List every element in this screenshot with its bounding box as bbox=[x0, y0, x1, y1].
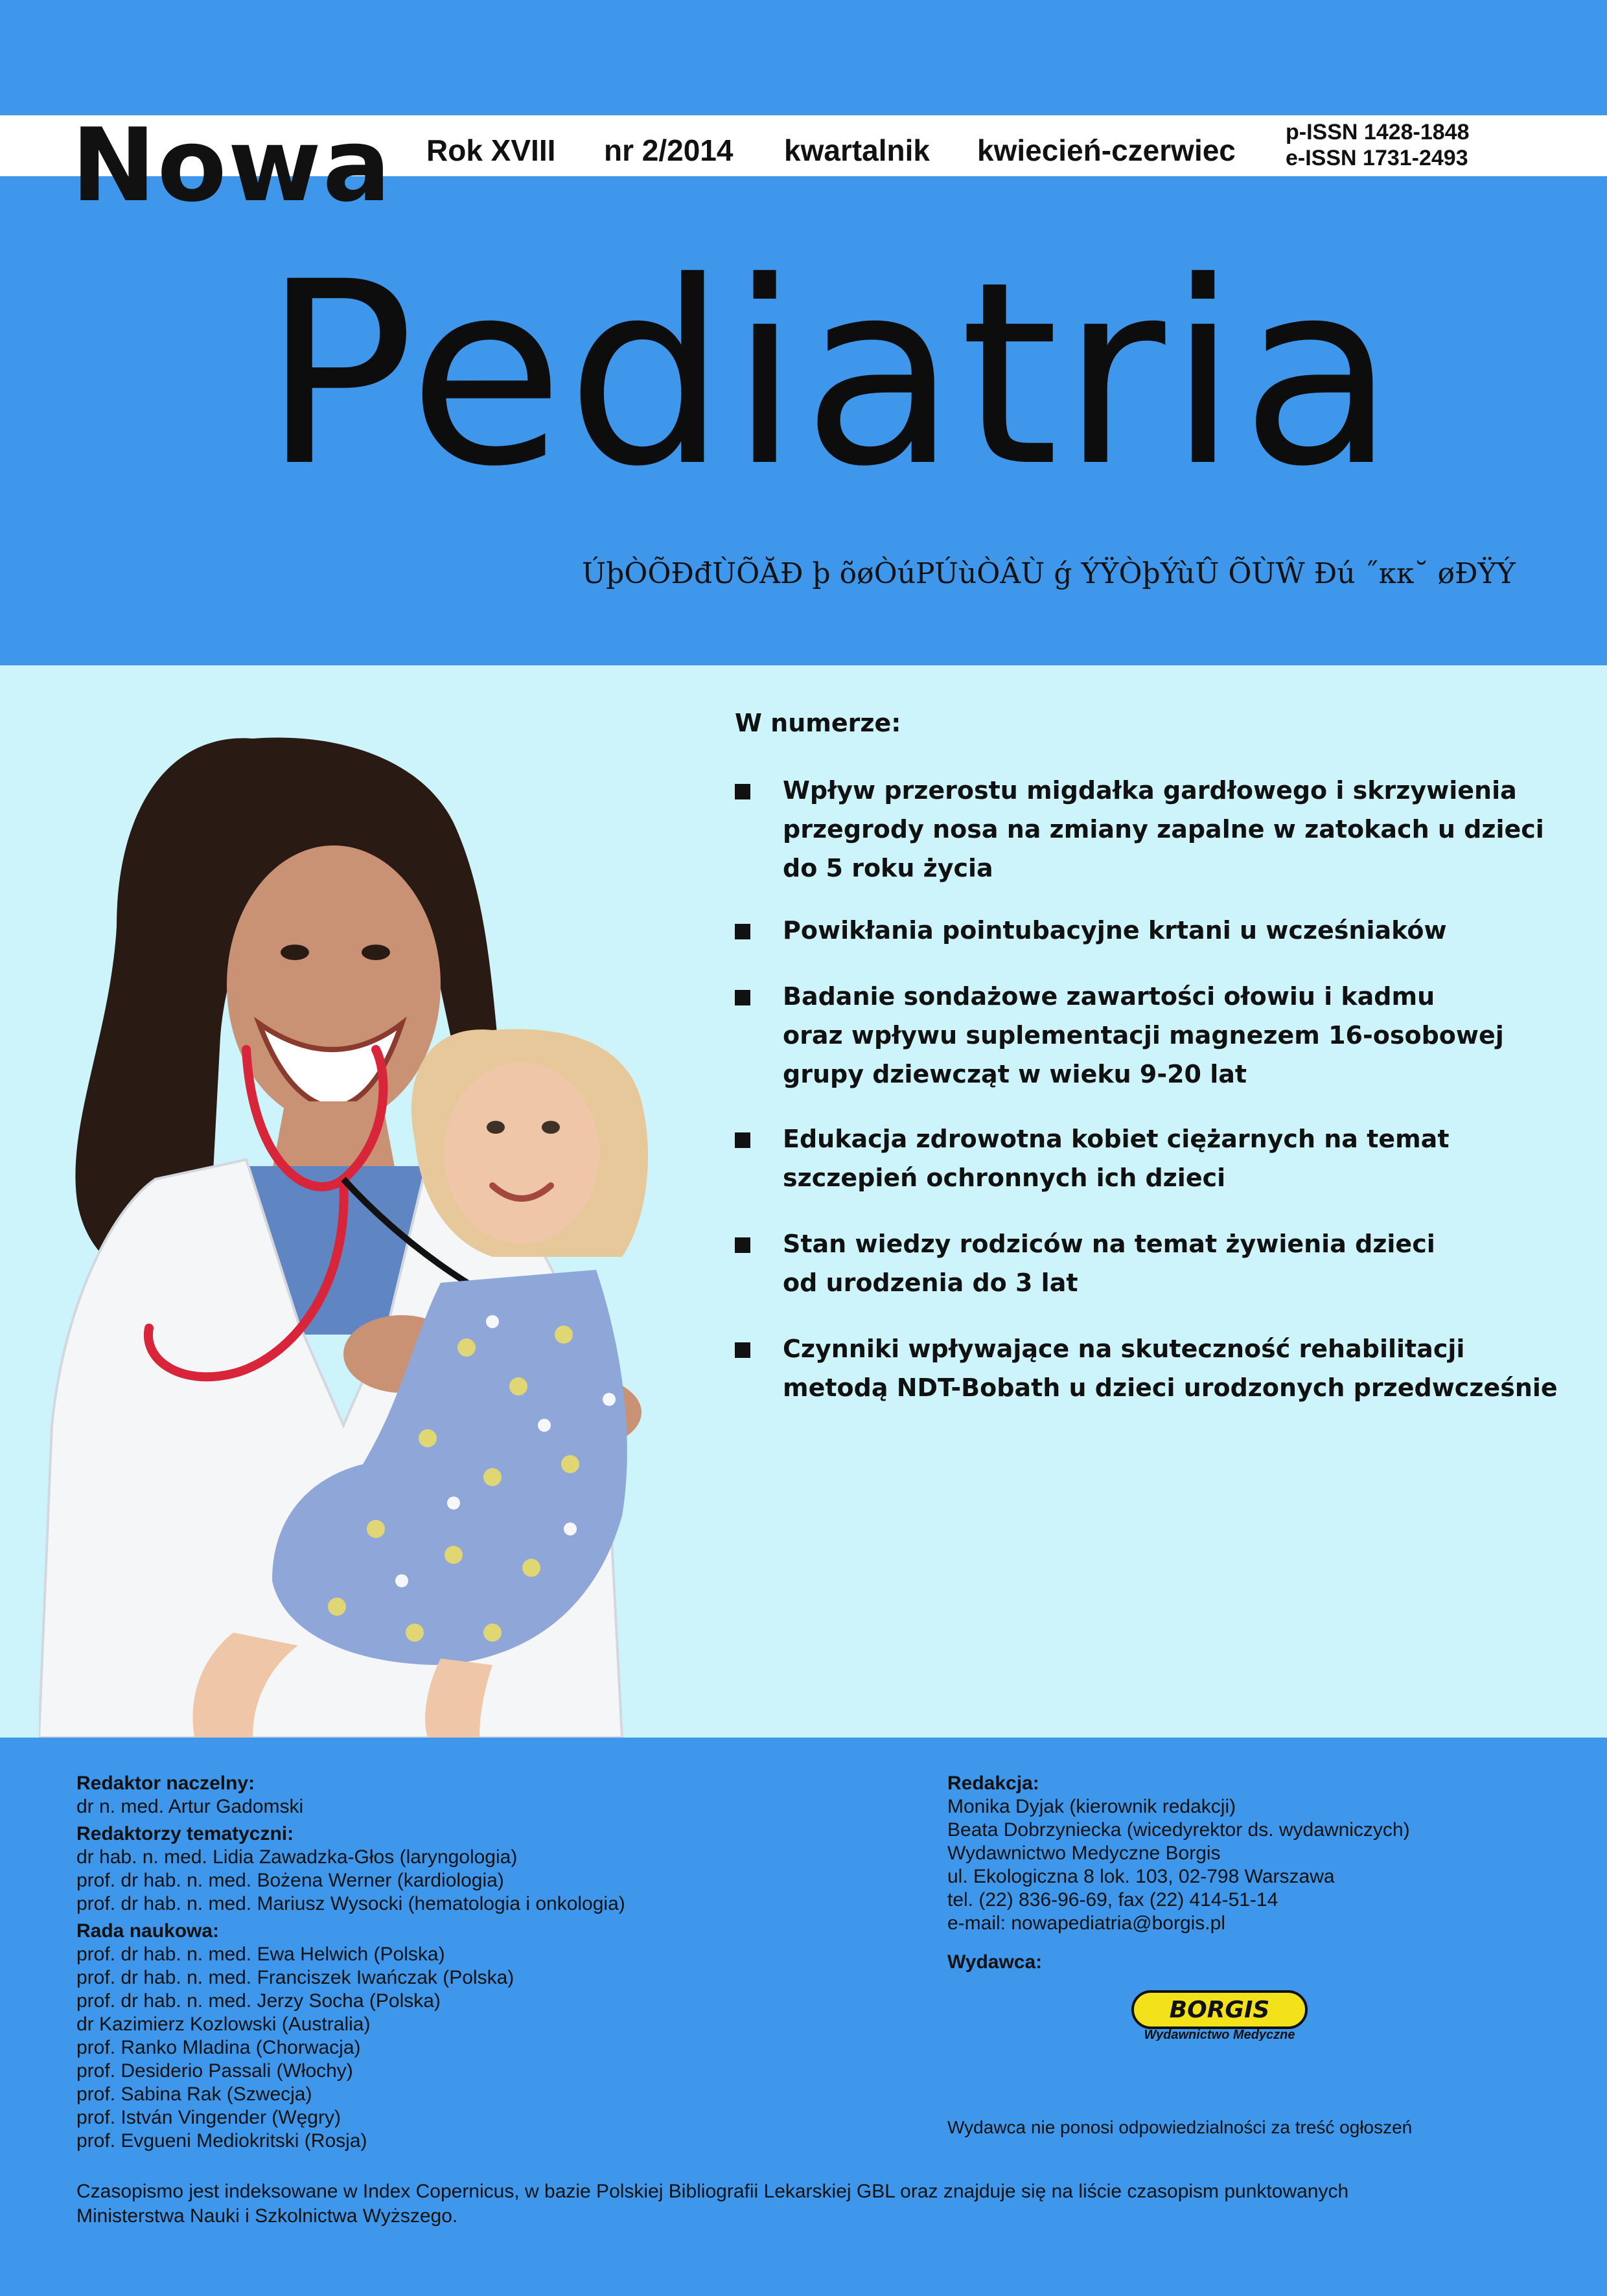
toc-item-text: Czynniki wpływające na skuteczność rehabilitacji metodą NDT-Bobath u dzieci urodzonych przedwcześnie bbox=[783, 1335, 1558, 1402]
masthead-prefix: Nowa bbox=[71, 106, 393, 224]
toc-item-text: Wpływ przerostu migdałka gardłowego i skrzywienia przegrody nosa na zmiany zapalne w zatokach u dzieci do 5 roku życia bbox=[783, 776, 1544, 882]
doctor-child-photo bbox=[39, 713, 765, 1738]
indexing-note: Czasopismo jest indeksowane w Index Copernicus, w bazie Polskiej Bibliografii Lekarskiej GBL oraz znajduje się na liście czasopism punktowanych Ministerstwa Nauki i Szkolnictwa Wyższego. bbox=[76, 2181, 1349, 2227]
toc-item bbox=[735, 771, 1577, 888]
office-line: ul. Ekologiczna 8 lok. 103, 02-798 Warszawa bbox=[947, 1866, 1335, 1887]
toc-item bbox=[735, 911, 1577, 950]
child-face bbox=[444, 1062, 599, 1244]
council-heading: Rada naukowa: bbox=[76, 1920, 220, 1942]
council-member: prof. dr hab. n. med. Jerzy Socha (Polska) bbox=[76, 1990, 441, 2012]
office-email: e-mail: nowapediatria@borgis.pl bbox=[947, 1912, 1225, 1934]
office-line: Monika Dyjak (kierownik redakcji) bbox=[947, 1796, 1236, 1817]
publisher-heading: Wydawca: bbox=[947, 1951, 1043, 1973]
toc-item-text: Powikłania pointubacyjne krtani u wcześniaków bbox=[783, 916, 1447, 945]
issue-frequency: kwartalnik bbox=[784, 133, 930, 167]
bullet-icon bbox=[735, 1237, 750, 1253]
issn-block bbox=[1286, 119, 1470, 171]
toc-item-text: Badanie sondażowe zawartości ołowiu i kadmu oraz wpływu suplementacji magnezem 16-osobowej grupy dziewcząt w wieku 9-20 lat bbox=[783, 982, 1504, 1088]
bullet-icon bbox=[735, 784, 750, 799]
office-line: Beata Dobrzyniecka (wicedyrektor ds. wydawniczych) bbox=[947, 1819, 1410, 1841]
toc-heading: W numerze: bbox=[735, 709, 901, 737]
editorial-left bbox=[76, 1772, 625, 2153]
logo-text: BORGIS bbox=[1169, 1997, 1270, 2023]
thematic-heading: Redaktorzy tematyczni: bbox=[76, 1823, 294, 1844]
logo-subtext: Wydawnictwo Medyczne bbox=[1144, 2028, 1295, 2041]
editorial-right bbox=[947, 1772, 1410, 1974]
publisher-disclaimer: Wydawca nie ponosi odpowiedzialności za treść ogłoszeń bbox=[947, 2117, 1413, 2137]
bullet-icon bbox=[735, 1342, 750, 1358]
issue-period: kwiecień-czerwiec bbox=[977, 133, 1236, 167]
e-issn: e-ISSN 1731-2493 bbox=[1286, 146, 1468, 170]
council-member: prof. dr hab. n. med. Ewa Helwich (Polska) bbox=[76, 1944, 445, 1965]
issue-number: nr 2/2014 bbox=[604, 133, 734, 167]
council-member: prof. Evgueni Mediokritski (Rosja) bbox=[76, 2130, 367, 2152]
office-line: Wydawnictwo Medyczne Borgis bbox=[947, 1843, 1221, 1864]
council-member: prof. dr hab. n. med. Franciszek Iwańczak (Polska) bbox=[76, 1967, 514, 1988]
thematic-editor: prof. dr hab. n. med. Mariusz Wysocki (hematologia i onkologia) bbox=[76, 1893, 625, 1914]
toc-item-text: Edukacja zdrowotna kobiet ciężarnych na temat szczepień ochronnych ich dzieci bbox=[783, 1125, 1450, 1192]
council-member: prof. Ranko Mladina (Chorwacja) bbox=[76, 2037, 361, 2058]
council-member: prof. Sabina Rak (Szwecja) bbox=[76, 2084, 312, 2105]
toc-item-text: Stan wiedzy rodziców na temat żywienia dzieci od urodzenia do 3 lat bbox=[783, 1230, 1435, 1297]
bullet-icon bbox=[735, 990, 750, 1005]
office-line: tel. (22) 836-96-69, fax (22) 414-51-14 bbox=[947, 1889, 1278, 1911]
borgis-logo bbox=[1131, 1990, 1308, 2041]
chief-heading: Redaktor naczelny: bbox=[76, 1773, 255, 1794]
council-member: dr Kazimierz Kozlowski (Australia) bbox=[76, 2014, 371, 2035]
bullet-icon bbox=[735, 1132, 750, 1148]
bullet-icon bbox=[735, 924, 750, 939]
issue-year: Rok XVIII bbox=[426, 133, 556, 167]
toc-item bbox=[735, 1119, 1577, 1197]
toc-item bbox=[735, 1329, 1577, 1407]
p-issn: p-ISSN 1428-1848 bbox=[1286, 120, 1470, 144]
toc-item bbox=[735, 977, 1577, 1094]
office-heading: Redakcja: bbox=[947, 1773, 1039, 1794]
council-member: prof. Desiderio Passali (Włochy) bbox=[76, 2060, 353, 2082]
thematic-editor: dr hab. n. med. Lidia Zawadzka-Głos (laryngologia) bbox=[76, 1846, 518, 1868]
chief-editor: dr n. med. Artur Gadomski bbox=[76, 1796, 304, 1817]
council-member: prof. István Vingender (Węgry) bbox=[76, 2107, 341, 2128]
thematic-editor: prof. dr hab. n. med. Bożena Werner (kardiologia) bbox=[76, 1870, 504, 1891]
journal-title: Pediatria bbox=[262, 227, 1398, 522]
journal-subtitle: ÚþÒÕĐđÙÕĂĐ þ õøÒúPÚùÒÂÙ ǵ ÝŸÒþÝùÛ ÕÙŴ Đú ˝ᴋᴋ˘ øĐŸÝ bbox=[582, 557, 1516, 590]
toc-item bbox=[735, 1224, 1577, 1302]
